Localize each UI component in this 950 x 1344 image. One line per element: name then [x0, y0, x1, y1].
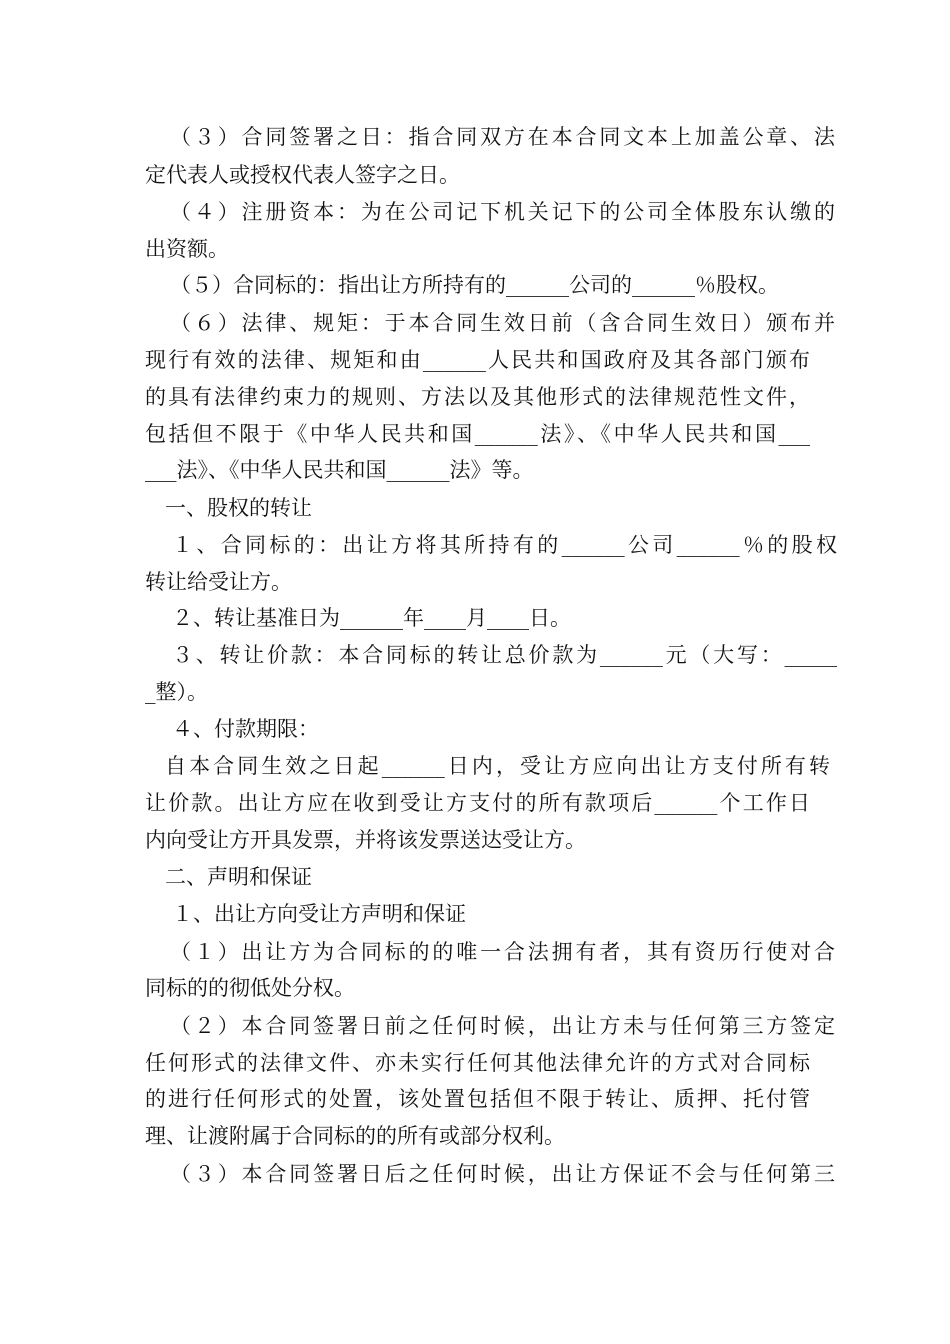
section-heading: 二、声明和保证: [165, 865, 312, 889]
text-line: 的进行任何形式的处置，该处置包括但不限于转让、质押、托付管: [145, 1087, 810, 1111]
text-line: _整）。: [145, 680, 208, 704]
text-line: （５）合同标的：指出让方所持有的______公司的______％股权。: [170, 273, 779, 297]
text-line: （３）合同签署之日：指合同双方在本合同文本上加盖公章、法: [170, 125, 835, 149]
text-line: 理、让渡附属于合同标的的所有或部分权利。: [145, 1124, 565, 1148]
text-line: （６）法律、规矩：于本合同生效日前（含合同生效日）颁布并: [170, 311, 835, 335]
text-line: ２、转让基准日为______年____月____日。: [172, 606, 571, 630]
text-line: １、合同标的：出让方将其所持有的______公司______％的股权: [172, 533, 837, 557]
text-line: 包括但不限于《中华人民共和国______法》、《中华人民共和国___: [145, 422, 810, 446]
text-line: 定代表人或授权代表人签字之日。: [145, 163, 460, 187]
text-line: ___法》、《中华人民共和国______法》等。: [145, 458, 534, 482]
text-line: 现行有效的法律、规矩和由______人民共和国政府及其各部门颁布: [145, 348, 810, 372]
text-line: 让价款。出让方应在收到受让方支付的所有款项后______个工作日: [145, 791, 810, 815]
text-line: 内向受让方开具发票，并将该发票送达受让方。: [145, 828, 586, 852]
text-line: 自本合同生效之日起______日内，受让方应向出让方支付所有转: [165, 754, 830, 778]
text-line: ３、转让价款：本合同标的转让总价款为______元（大写：_____: [172, 643, 837, 667]
text-line: ４、付款期限：: [172, 717, 319, 741]
section-heading: 一、股权的转让: [165, 496, 312, 520]
text-line: 同标的的彻低处分权。: [145, 976, 355, 1000]
text-line: 的具有法律约束力的规则、方法以及其他形式的法律规范性文件，: [145, 385, 810, 409]
text-line: （２）本合同签署日前之任何时候，出让方未与任何第三方签定: [170, 1014, 835, 1038]
text-line: （３）本合同签署日后之任何时候，出让方保证不会与任何第三: [170, 1162, 835, 1186]
text-line: １、出让方向受让方声明和保证: [172, 902, 466, 926]
text-line: （４）注册资本：为在公司记下机关记下的公司全体股东认缴的: [170, 200, 835, 224]
text-line: 转让给受让方。: [145, 570, 292, 594]
text-line: 任何形式的法律文件、亦未实行任何其他法律允许的方式对合同标: [145, 1051, 810, 1075]
text-line: （１）出让方为合同标的的唯一合法拥有者，其有资历行使对合: [170, 940, 835, 964]
text-line: 出资额。: [145, 237, 229, 261]
